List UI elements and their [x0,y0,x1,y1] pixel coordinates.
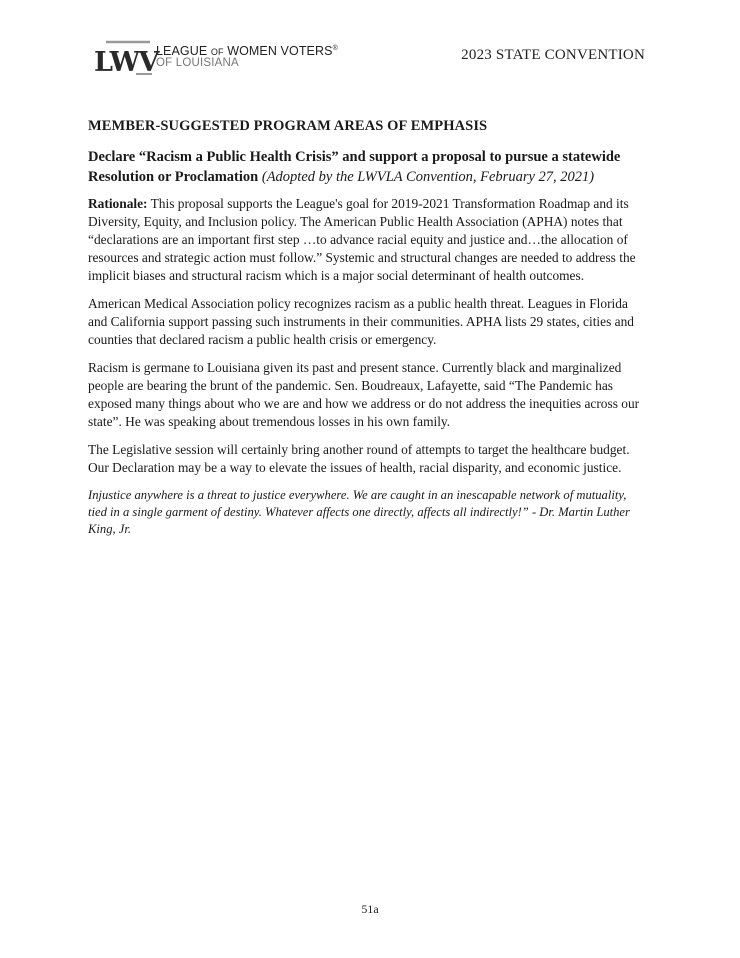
paragraph-4: The Legislative session will certainly bring another round of attempts to target the healthcare budget. Our Declaration may be a way to elevate the issues of health, racial disparity, and economic justice. [88,442,630,475]
lwv-logo-mark [94,40,158,78]
mlk-quote: Injustice anywhere is a threat to justice everywhere. We are caught in an inescapable network of mutuality, tied in a single garment of destiny. Whatever affects one directly, affects all indirectly!” - Dr. Martin Luther King, Jr. [88,488,630,536]
main-content [88,118,648,538]
paragraph-2: American Medical Association policy recognizes racism as a public health threat. Leagues in Florida and California support passing such instruments in their communities. APHA lists 29 states, cities and counties that declared racism a public health crisis or emergency. [88,296,634,347]
rationale-text: This proposal supports the League's goal for 2019-2021 Transformation Roadmap and its Diversity, Equity, and Inclusion policy. The American Public Health Association (APHA) notes that “declarations are an important first step …to advance racial equity and justice and…the allocation of resources and strategic action must follow.” Systemic and structural changes are needed to address the implicit biases and structural racism which is a major social determinant of health outcomes. [88,196,636,283]
proposal-title: Declare “Racism a Public Health Crisis” and support a proposal to pursue a statewide Resolution or Proclamation [88,149,621,185]
adopted-note: (Adopted by the LWVLA Convention, February 27, 2021) [261,169,595,185]
svg-text:LWV: LWV [94,47,158,78]
convention-title: 2023 STATE CONVENTION [461,47,645,63]
rationale-paragraph [88,195,648,285]
lwv-logo [94,40,338,78]
org-name: LEAGUE OF WOMEN VOTERS® [156,44,338,58]
section-title: MEMBER-SUGGESTED PROGRAM AREAS OF EMPHASIS [88,118,488,134]
page-number: 51a [361,902,379,916]
paragraph-3: Racism is germane to Louisiana given its past and present stance. Currently black and marginalized people are bearing the brunt of the pandemic. Sen. Boudreaux, Lafayette, said “The Pandemic has exposed many things about who we are and how we address or do not address the inequities across our state”. He was speaking about tremendous losses in his own family. [88,360,640,429]
rationale-label: Rationale: [88,196,148,211]
org-state: OF LOUISIANA [156,57,239,69]
proposal-heading [88,147,648,187]
